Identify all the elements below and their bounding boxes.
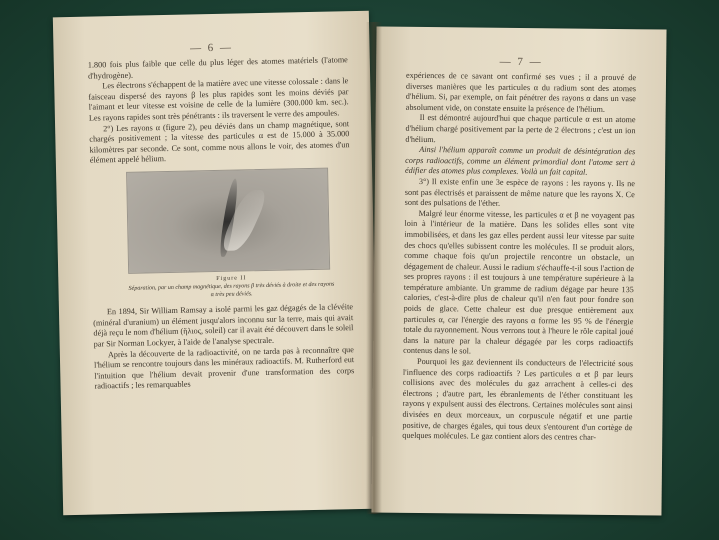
paragraph: Malgré leur énorme vitesse, les particules α et β ne voyagent pas loin à l'intérieur de la matière. Dans les solides elles sont vite immobilisées, et dans les gaz elles perdent aussi leur vitesse par suite des chocs qu'elles subissent contre les molécules. Il se produit alors, comme chaque fois qu'un projectile rencontre un obstacle, un dégagement de chaleur. Aussi le radium s'échauffe-t-il sous l'action de ses propres rayons : il est toujours à une température supérieure à la température ambiante. Un gramme de radium dégage par heure 135 calories, c'est-à-dire plus de chaleur qu'il n'en faut pour fondre son poids de glace. Cette chaleur est due presque entièrement aux particules α, car l'énergie des rayons α forme les 95 % de l'énergie totale du rayonnement. Nous verrons tout à l'heure le rôle capital joué dans la nature par la chaleur dégagée par les corps radioactifs contenus dans le sol. <box>403 208 635 356</box>
left-page-text <box>54 55 372 168</box>
figure-caption-text: Séparation, par un champ magnétique, des rayons β très déviés à droite et des rayons α très peu déviés. <box>128 281 335 298</box>
paragraph: En 1894, Sir William Ramsay a isolé parmi les gaz dégagés de la clévéite (minéral d'uranium) un élément jusqu'alors inconnu sur la terre, mais qui avait déjà reçu le nom d'hélium (ἥλιος, soleil) car il avait été découvert dans le soleil par Sir Norman Lockyer, à l'aide de l'analyse spectrale. <box>93 302 354 349</box>
paragraph: Ainsi l'hélium apparaît comme un produit de désintégration des corps radioactifs, comme un élément primordial dont l'atome sert à édifier des atomes plus complexes. Voilà un fait capital. <box>404 145 636 178</box>
left-page <box>53 11 379 516</box>
paragraph: Pourquoi les gaz deviennent ils conducteurs de l'électricité sous l'influence des corps radioactifs ? Les particules α et β par leurs collisions avec des molécules du gaz arrachent à celles-ci des électrons ; d'autre part, les ébranlements de l'éther constituant les rayons γ expulsent aussi des électrons. Certaines molécules sont ainsi divisées en deux morceaux, un corpuscule négatif et une partie positive, de charges égales, qui tous deux s'entourent d'un cortège de quelques molécules. Le gaz contient alors des centres char- <box>402 356 634 443</box>
left-page-text-bottom <box>59 302 377 393</box>
figure-photograph <box>126 168 330 274</box>
figure-title: Figure II <box>216 275 247 282</box>
paragraph: Il est démontré aujourd'hui que chaque particule α est un atome d'hélium chargé positivement par la perte de 2 électrons ; c'est un ion d'hélium. <box>405 113 636 144</box>
paragraph: 3°) Il existe enfin une 3e espèce de rayons : les rayons γ. Ils ne sont pas électrisés et paraissent de même nature que les rayons X. Ce sont des pulsations de l'éther. <box>404 176 635 208</box>
paragraph: 1.800 fois plus faible que celle du plus léger des atomes matériels (l'atome d'hydrogène). <box>87 55 348 81</box>
page-number-right: — 7 — <box>499 55 543 69</box>
page-number-left: — 6 — <box>189 41 234 55</box>
paragraph: Les électrons s'échappent de la matière avec une vitesse colossale : dans le faisceau dispersé des rayons β les plus rapides sont les moins déviés par l'aimant et leur vitesse est voisine de celle de la lumière (300.000 km. sec.). Les rayons rapides sont très pénétrants : ils traversent le verre des ampoules. <box>88 76 349 123</box>
right-page <box>371 26 666 515</box>
paragraph: 2°) Les rayons α (figure 2), peu déviés dans un champ magnétique, sont chargés positivement ; la vitesse des particules α est de 15.000 à 35.000 kilomètres par seconde. Ce sont, comme nous allons le voir, des atomes d'un élément appelé hélium. <box>89 118 350 165</box>
figure-caption <box>128 273 334 301</box>
paragraph: Après la découverte de la radioactivité, on ne tarda pas à reconnaître que l'hélium se rencontre toujours dans les minéraux radioactifs. M. Rutherford eut l'intuition que l'hélium devait provenir d'une transformation des corps radioactifs ; les remarquables <box>94 344 355 391</box>
paragraph: expériences de ce savant ont confirmé ses vues ; il a prouvé de diverses manières que les particules α du radium sont des atomes d'hélium. Si, par exemple, on fait pénétrer des rayons α dans un vase absolument vide, on constate ensuite la présence de l'hélium. <box>405 70 637 114</box>
book-gutter <box>366 22 382 514</box>
right-page-text <box>372 70 666 444</box>
